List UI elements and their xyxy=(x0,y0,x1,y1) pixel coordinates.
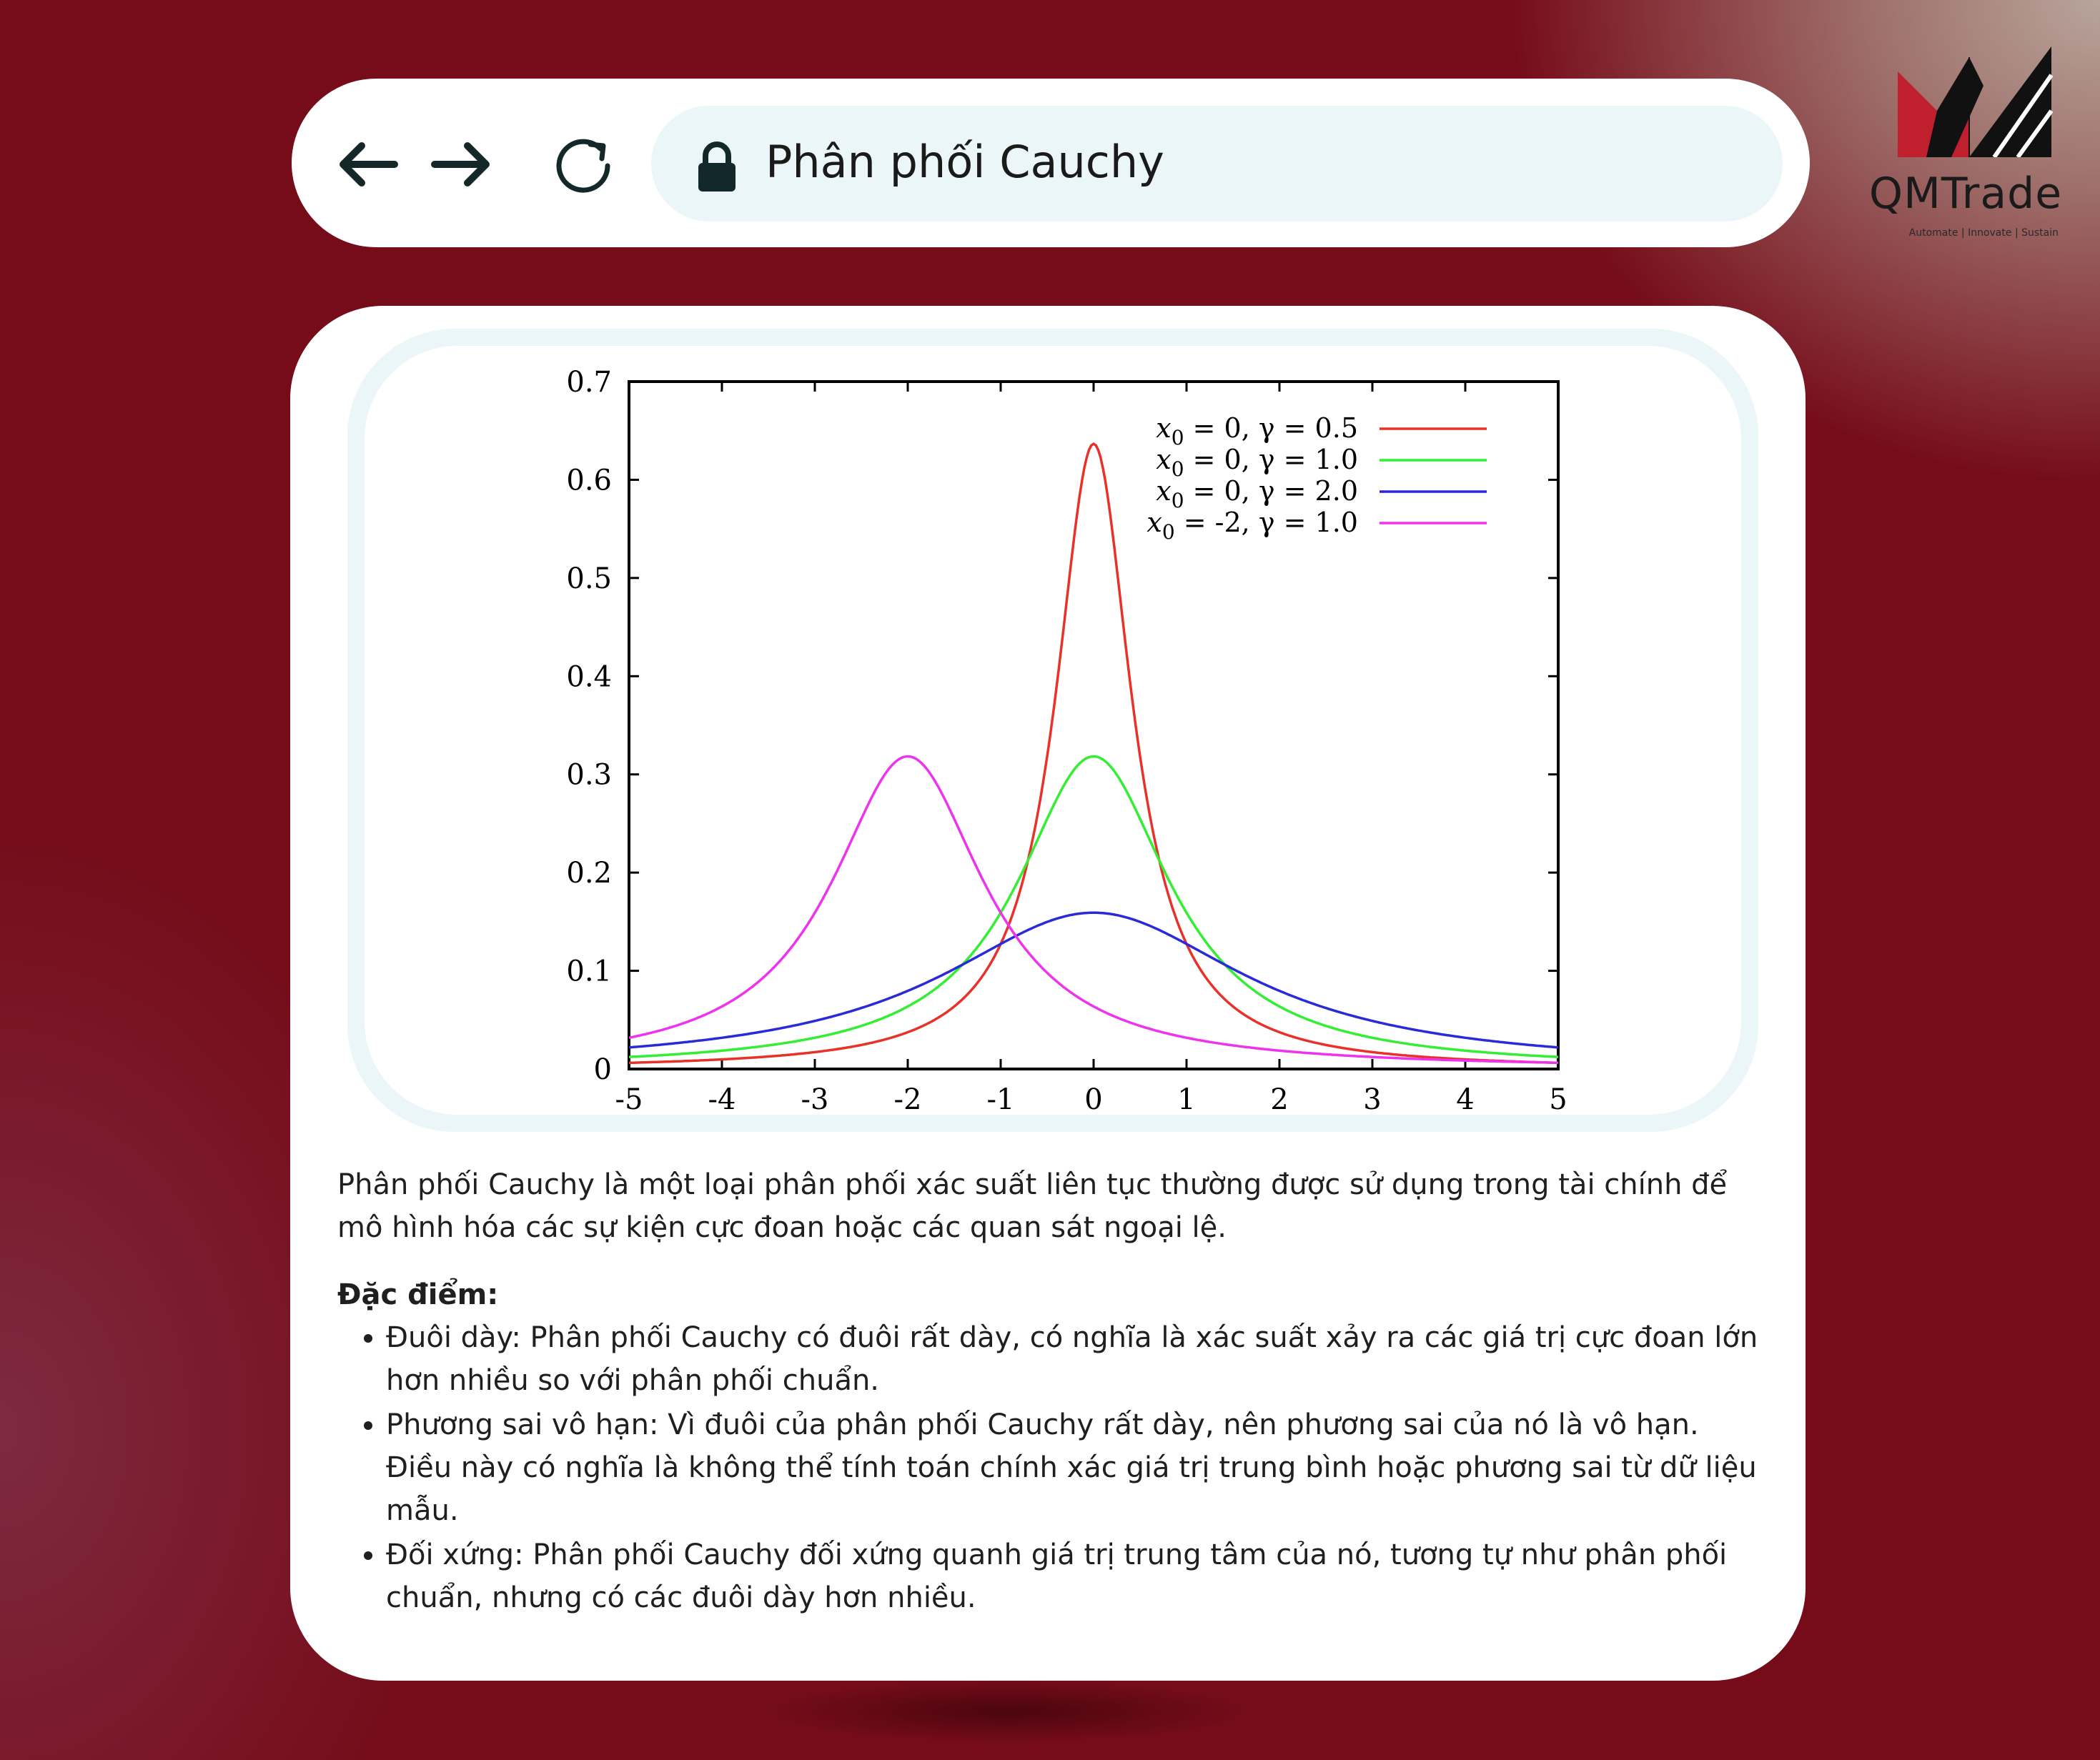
y-tick-label: 0.4 xyxy=(566,660,612,694)
plot-area-frame xyxy=(629,382,1558,1069)
content-card xyxy=(290,306,1806,1681)
legend-entry: $x_0 = -2$, γ = 1.0 xyxy=(1146,507,1358,544)
address-title: Phân phối Cauchy xyxy=(766,136,1164,188)
features-list xyxy=(337,1316,1760,1619)
description xyxy=(337,1163,1760,1621)
cauchy-chart xyxy=(365,346,1741,1115)
address-bar[interactable] xyxy=(651,106,1783,222)
forward-arrow-icon[interactable] xyxy=(427,130,496,199)
series-line-3 xyxy=(629,913,1558,1048)
intro-paragraph: Phân phối Cauchy là một loại phân phối xác suất liên tục thường được sử dụng trong tài chính để mô hình hóa các sự kiện cực đoan hoặc các quan sát ngoại lệ. xyxy=(337,1168,1728,1244)
y-tick-label: 0.1 xyxy=(566,955,612,988)
x-tick-label: 2 xyxy=(1270,1083,1289,1115)
logo-mark-icon xyxy=(1898,43,2055,157)
y-tick-label: 0 xyxy=(593,1053,612,1086)
list-item: • Đuôi dày: Phân phối Cauchy có đuôi rất dày, có nghĩa là xác suất xảy ra các giá trị cực đoan lớn hơn nhiều so với phân phối chuẩn. xyxy=(386,1316,1760,1402)
legend-entry: $x_0 = 0$, γ = 2.0 xyxy=(1156,475,1358,512)
y-tick-label: 0.3 xyxy=(566,758,612,792)
x-tick-label: 4 xyxy=(1456,1083,1475,1115)
lock-icon xyxy=(695,141,738,193)
list-item: • Đối xứng: Phân phối Cauchy đối xứng quanh giá trị trung tâm của nó, tương tự như phân phối chuẩn, nhưng có các đuôi dày hơn nhiều. xyxy=(386,1533,1760,1619)
y-tick-label: 0.2 xyxy=(566,857,612,890)
logo-tagline: Automate | Innovate | Sustain xyxy=(1908,227,2059,239)
x-tick-label: -2 xyxy=(893,1083,922,1115)
x-tick-label: -1 xyxy=(986,1083,1015,1115)
x-tick-label: -4 xyxy=(708,1083,736,1115)
series-line-2 xyxy=(629,757,1558,1058)
x-tick-label: -3 xyxy=(801,1083,829,1115)
chart-frame xyxy=(347,329,1758,1132)
x-tick-label: 3 xyxy=(1363,1083,1382,1115)
reload-icon[interactable] xyxy=(549,130,618,199)
x-tick-label: 0 xyxy=(1084,1083,1103,1115)
series-line-4 xyxy=(629,757,1558,1063)
back-arrow-icon[interactable] xyxy=(333,130,402,199)
y-tick-label: 0.7 xyxy=(566,366,612,399)
x-tick-label: -5 xyxy=(615,1083,643,1115)
legend-entry: $x_0 = 0$, γ = 0.5 xyxy=(1156,412,1358,449)
card-shadow xyxy=(758,1679,1258,1744)
y-tick-label: 0.6 xyxy=(566,464,612,497)
chart-container xyxy=(365,346,1741,1115)
qmtrade-logo xyxy=(1858,43,2073,250)
list-item: • Phương sai vô hạn: Vì đuôi của phân phối Cauchy rất dày, nên phương sai của nó là vô hạn. Điều này có nghĩa là không thể tính toán chính xác giá trị trung bình hoặc phương sai từ dữ liệu mẫu. xyxy=(386,1403,1760,1532)
x-tick-label: 5 xyxy=(1549,1083,1567,1115)
logo-name: QMTrade xyxy=(1868,169,2063,219)
x-tick-label: 1 xyxy=(1177,1083,1196,1115)
y-tick-label: 0.5 xyxy=(566,562,612,595)
browser-toolbar xyxy=(292,79,1810,247)
legend-entry: $x_0 = 0$, γ = 1.0 xyxy=(1156,444,1358,481)
features-title: Đặc điểm: xyxy=(337,1278,499,1311)
series-line-1 xyxy=(629,444,1558,1063)
